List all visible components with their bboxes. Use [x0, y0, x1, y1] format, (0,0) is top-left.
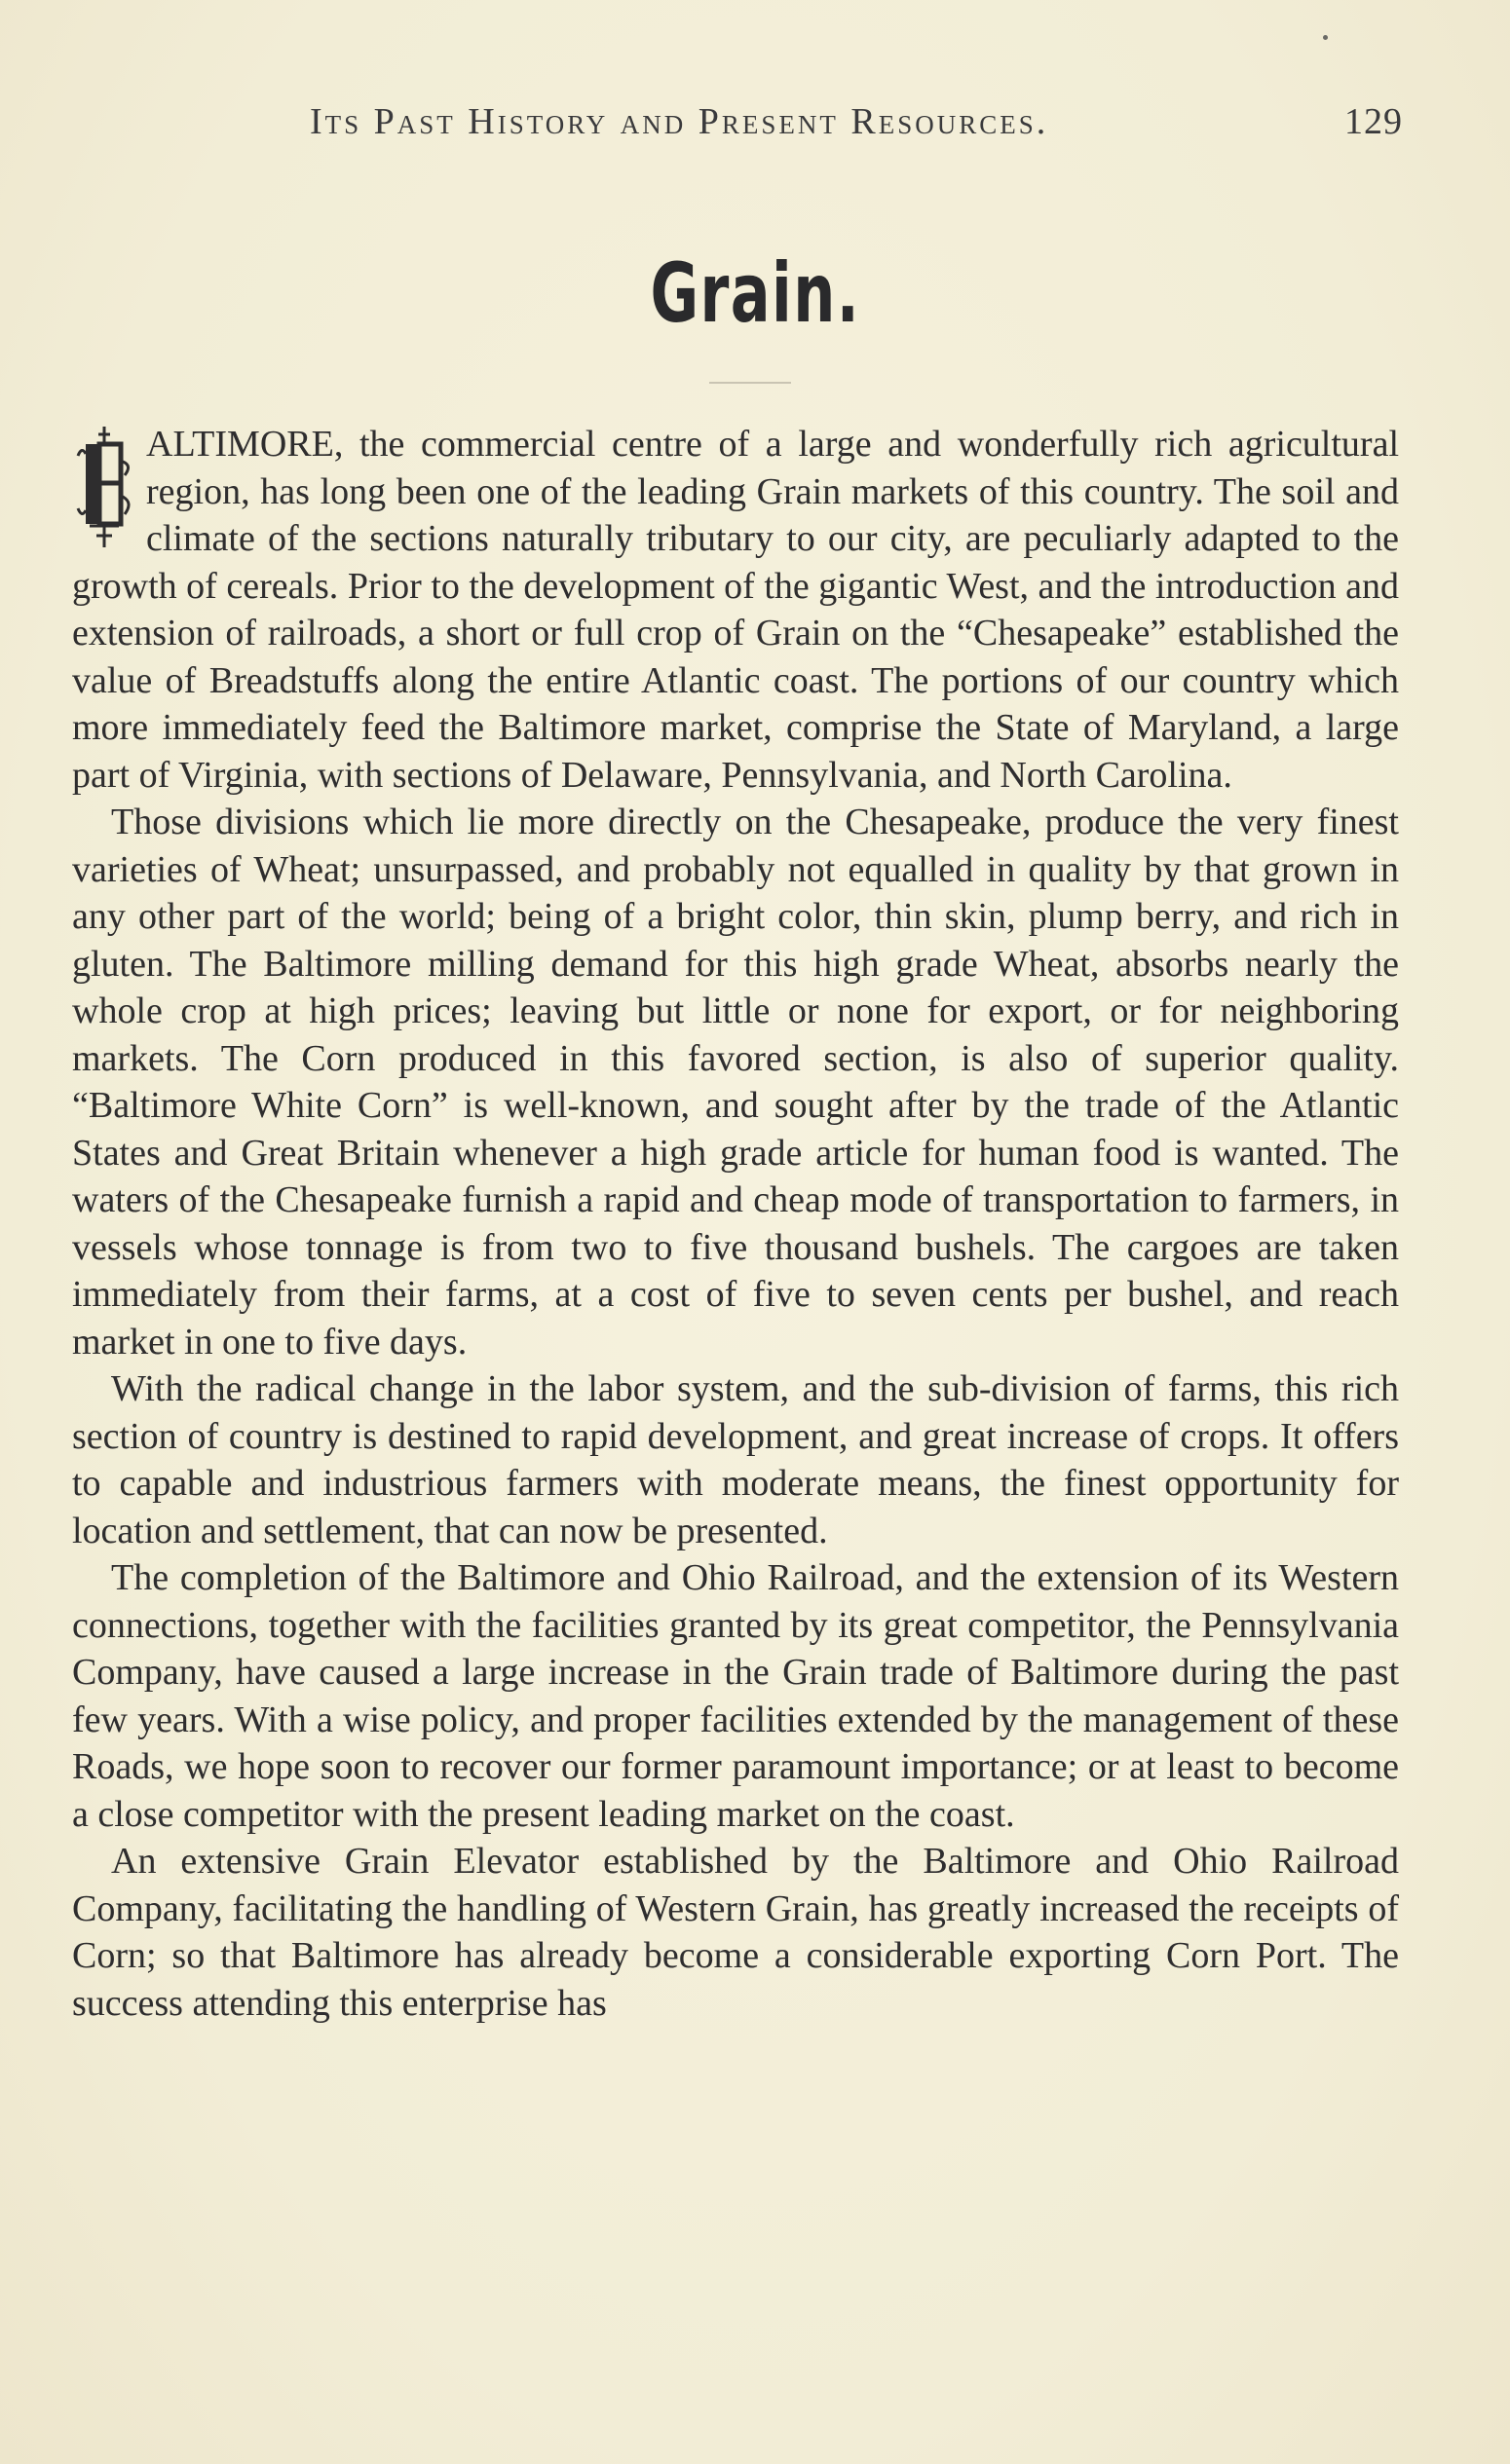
paragraph-3: With the radical change in the labor system, and the sub-division of farms, this rich section of country is destined to rapid development, and great increase of crops. It offers to capable and industrious farmers with moderate means, the finest opportunity for location and settlement, that can now be presented.: [72, 1368, 1399, 1551]
running-head: [310, 100, 1403, 149]
drop-cap-ornament: [72, 427, 136, 553]
paragraph-4: The completion of the Baltimore and Ohio Railroad, and the extension of its Western connections, together with the facilities granted by its great competitor, the Pennsylvania Company, have caused a large increase in the Grain trade of Baltimore during the past few years. With a wise policy, and proper facilities extended by the management of these Roads, we hope soon to recover our former paramount importance; or at least to become a close competitor with the present leading market on the coast.: [72, 1557, 1399, 1835]
paragraph-2: Those divisions which lie more directly on the Chesapeake, produce the very finest varieties of Wheat; unsurpassed, and probably not equalled in quality by that grown in any other part of the world; being of a bright color, thin skin, plump berry, and rich in gluten. The Baltimore milling demand for this high grade Wheat, absorbs nearly the whole crop at high prices; leaving but little or none for export, or for neighboring markets. The Corn produced in this favored section, is also of superior quality. “Baltimore White Corn” is well-known, and sought after by the trade of the Atlantic States and Great Britain whenever a high grade article for human food is wanted. The waters of the Chesapeake furnish a rapid and cheap mode of transportation to farmers, in vessels whose tonnage is from two to five thousand bushels. The cargoes are taken immediately from their farms, at a cost of five to seven cents per bushel, and reach market in one to five days.: [72, 802, 1399, 1363]
paragraph-1-text: ALTIMORE, the commercial centre of a large and wonderfully rich agricultural region, has long been one of the leading Grain markets of this country. The soil and climate of the sections naturally tributary to our city, are peculiarly adapted to the growth of cereals. Prior to the development of the gigantic West, and the introduction and extension of railroads, a short or full crop of Grain on the “Chesapeake” established the value of Breadstuffs along the entire Atlantic coast. The portions of our country which more immediately feed the Baltimore market, comprise the State of Maryland, a large part of Virginia, with sections of Delaware, Pennsylvania, and North Carolina.: [72, 424, 1399, 796]
section-heading: Grain.: [650, 245, 861, 341]
heading-rule: [709, 382, 791, 384]
paragraph-5: An extensive Grain Elevator established by the Baltimore and Ohio Railroad Company, facilitating the handling of Western Grain, has greatly increased the receipts of Corn; so that Baltimore has already become a considerable exporting Corn Port. The success attending this enterprise has: [72, 1841, 1399, 2024]
ink-speck: [1323, 35, 1328, 40]
page-number: 129: [1344, 101, 1403, 142]
body-text: [72, 421, 1399, 2027]
paragraph-1: [72, 421, 1399, 799]
running-head-title: Its Past History and Present Resources.: [310, 101, 1049, 142]
